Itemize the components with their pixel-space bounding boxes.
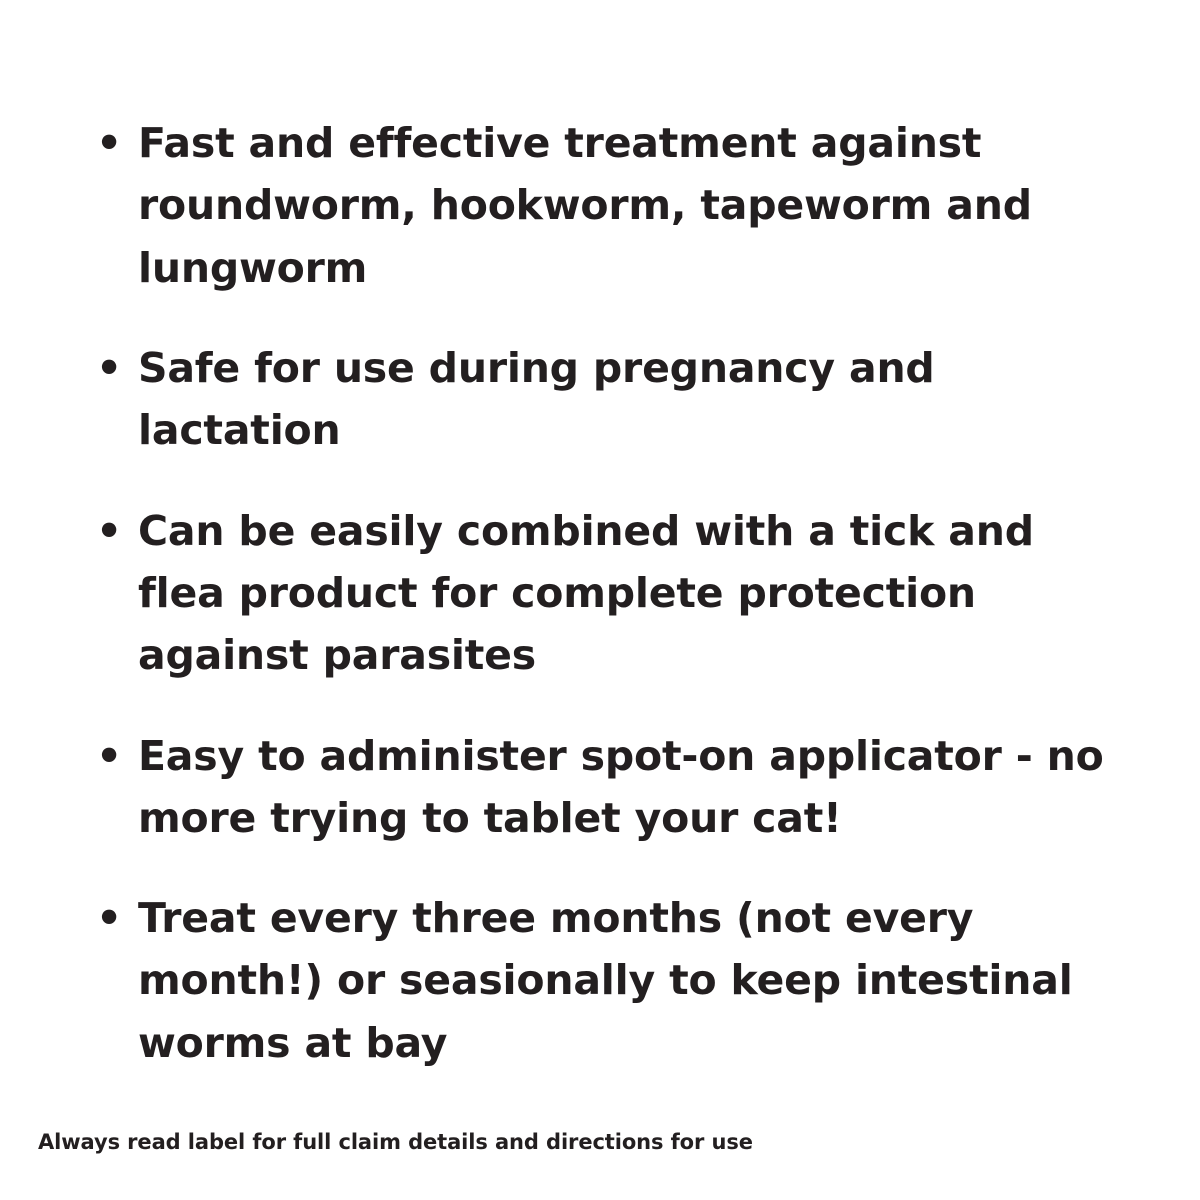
list-item xyxy=(88,337,1118,462)
bullet-icon: • xyxy=(96,119,123,167)
bullet-icon: • xyxy=(96,894,123,943)
list-item xyxy=(88,500,1118,687)
legal-footnote: Always read label for full claim details and directions for use xyxy=(38,1129,753,1154)
list-item xyxy=(88,725,1118,850)
list-item xyxy=(88,887,1118,1074)
benefits-list xyxy=(88,112,1118,1074)
benefit-text: Fast and effective treatment against roundworm, hookworm, tapeworm and lungworm xyxy=(138,119,1032,292)
benefit-text: Can be easily combined with a tick and flea product for complete protection against parasites xyxy=(138,506,1034,680)
benefit-text: Treat every three months (not every month!) or seasionally to keep intestinal worms at bay xyxy=(138,894,1073,1067)
bullet-icon: • xyxy=(96,506,123,555)
benefit-text: Easy to administer spot-on applicator - no more trying to tablet your cat! xyxy=(138,731,1104,842)
bullet-icon: • xyxy=(96,731,123,780)
benefit-text: Safe for use during pregnancy and lactation xyxy=(138,343,935,455)
list-item xyxy=(88,112,1118,299)
bullet-icon: • xyxy=(96,343,123,392)
